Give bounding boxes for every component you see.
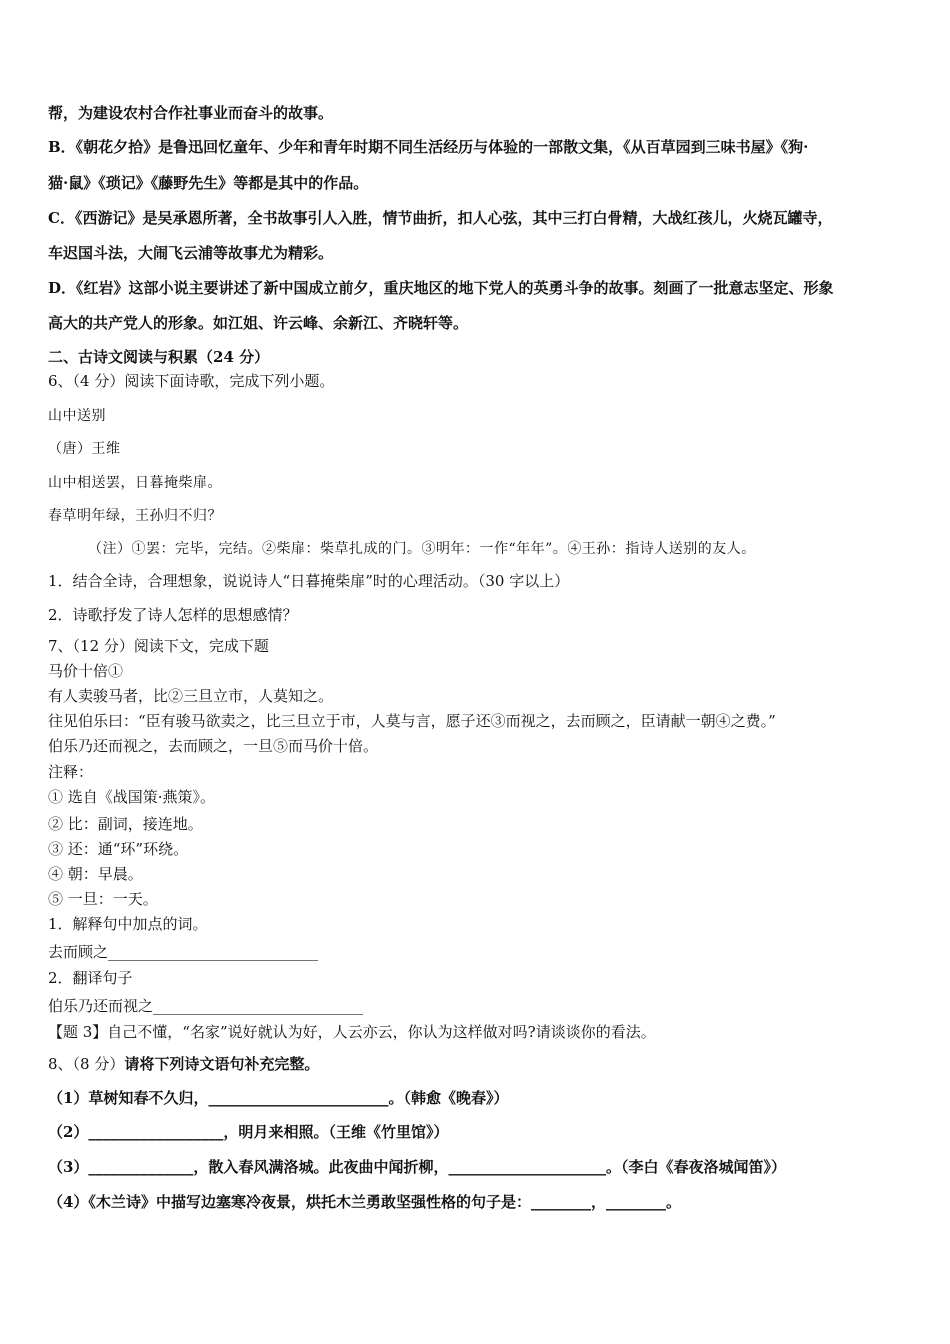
annotation-4: ④ 朝：早晨。 [48,865,143,883]
question-7-2: 2．翻译句子 [48,969,133,987]
question-7-3: 【题 3】自己不懂，“名家”说好就认为好，人云亦云，你认为这样做对吗?请谈谈你的看法。 [48,1023,656,1041]
poem-notes: （注）①罢：完毕，完结。②柴扉：柴草扎成的门。③明年：一作“年年”。④王孙：指诗人送别的友人。 [88,541,756,557]
passage-line-2: 往见伯乐曰：“臣有骏马欲卖之，比三旦立于市，人莫与言，愿子还③而视之，去而顾之，臣请献一朝④之费。” [48,712,776,730]
poem-title: 山中送别 [48,408,106,424]
option-a-continuation: 帮，为建设农村合作社事业而奋斗的故事。 [48,104,334,122]
poem-line-2: 春草明年绿，王孙归不归？ [48,508,222,524]
annotation-3: ③ 还：通“环”环绕。 [48,840,189,858]
question-7-1-blank: 去而顾之____________________________ [48,943,319,961]
fill-blank-3: （3）______________，散入春风满洛城。此夜曲中闻折柳，_____________________。（李白《春夜洛城闻笛》） [48,1158,786,1176]
question-7-prompt: 7、（12 分）阅读下文，完成下题 [48,637,269,655]
poem-author: （唐）王维 [48,441,121,457]
poem-line-1: 山中相送罢，日暮掩柴扉。 [48,475,222,491]
question-8-number: 8、（8 分） [48,1055,125,1073]
fill-blank-1: （1）草树知春不久归，________________________。（韩愈《晚春》） [48,1089,509,1107]
option-c-line-2: 车迟国斗法，大闹飞云浦等故事尤为精彩。 [48,244,334,262]
question-6-2: 2．诗歌抒发了诗人怎样的思想感情？ [48,606,298,624]
question-6-prompt: 6、（4 分）阅读下面诗歌，完成下列小题。 [48,372,335,390]
option-b-line-1: B．《朝花夕拾》是鲁迅回忆童年、少年和青年时期不同生活经历与体验的一部散文集，《从百草园到三味书屋》《狗· [48,138,809,156]
annotation-5: ⑤ 一旦：一天。 [48,890,158,908]
annotation-1: ① 选自《战国策·燕策》。 [48,788,216,806]
passage-title: 马价十倍① [48,662,124,680]
option-b-line-2: 猫·鼠》《琐记》《藤野先生》等都是其中的作品。 [48,174,369,192]
option-c-line-1: C．《西游记》是吴承恩所著，全书故事引人入胜，情节曲折，扣人心弦，其中三打白骨精，大战红孩儿，火烧瓦罐寺， [48,209,833,227]
fill-blank-4: （4）《木兰诗》中描写边塞寒冷夜景，烘托木兰勇敢坚强性格的句子是：________，________。 [48,1193,681,1211]
question-6-1: 1．结合全诗，合理想象，说说诗人“日暮掩柴扉”时的心理活动。（30 字以上） [48,572,570,590]
question-7-1: 1．解释句中加点的词。 [48,915,208,933]
option-d-line-1: D．《红岩》这部小说主要讲述了新中国成立前夕，重庆地区的地下党人的英勇斗争的故事。刻画了一批意志坚定、形象 [48,279,834,297]
section-heading: 二、古诗文阅读与积累（24 分） [48,348,270,366]
fill-blank-2: （2）__________________，明月来相照。（王维《竹里馆》） [48,1123,449,1141]
question-8-prompt [48,1054,319,1074]
passage-line-1: 有人卖骏马者，比②三旦立市，人莫知之。 [48,687,334,705]
question-7-2-blank: 伯乐乃还而视之____________________________ [48,997,364,1015]
annotation-heading: 注释： [48,763,94,781]
annotation-2: ② 比：副词，接连地。 [48,815,203,833]
question-8-instruction: 请将下列诗文语句补充完整。 [124,1055,320,1073]
option-d-line-2: 高大的共产党人的形象。如江姐、许云峰、余新江、齐晓轩等。 [48,314,469,332]
passage-line-3: 伯乐乃还而视之，去而顾之，一旦⑤而马价十倍。 [48,737,379,755]
